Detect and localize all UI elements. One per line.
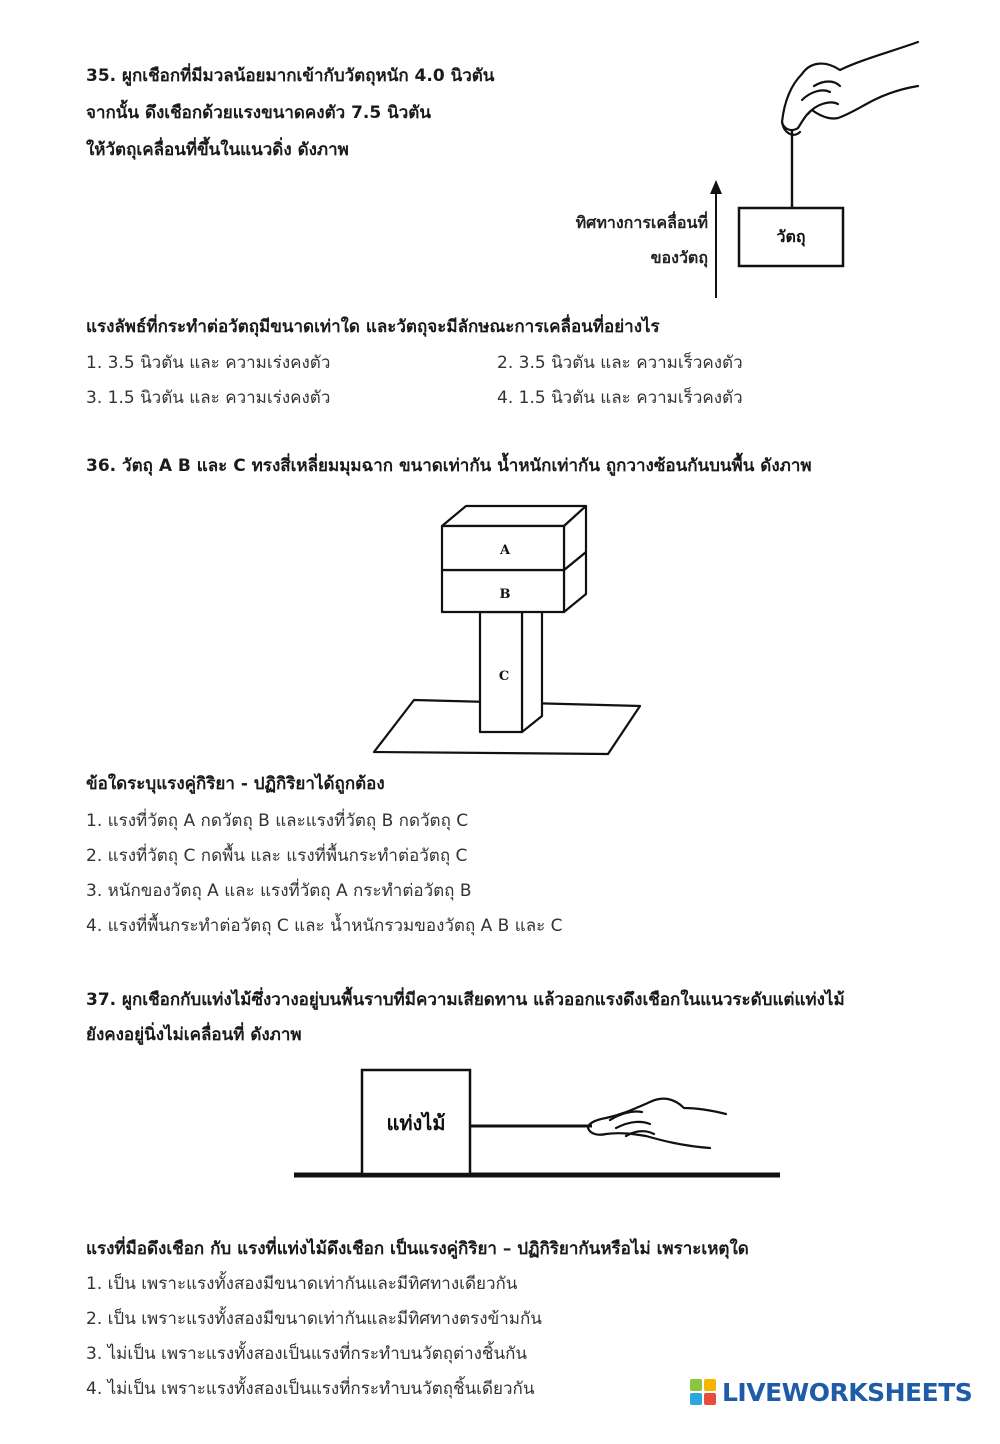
q36-diagram xyxy=(370,500,650,760)
motion-arrow-head xyxy=(710,180,722,194)
q36-option-3[interactable]: 3. หนักของวัตถุ A และ แรงที่วัตถุ A กระทำต่อวัตถุ B xyxy=(86,881,472,901)
q36-option-1[interactable]: 1. แรงที่วัตถุ A กดวัตถุ B และแรงที่วัตถุ B กดวัตถุ C xyxy=(86,811,469,831)
q35-option-1[interactable]: 1. 3.5 นิวตัน และ ความเร่งคงตัว xyxy=(86,353,331,373)
q37-option-4[interactable]: 4. ไม่เป็น เพราะแรงทั้งสองเป็นแรงที่กระทำบนวัตถุชิ้นเดียวกัน xyxy=(86,1379,535,1399)
liveworksheets-logo[interactable] xyxy=(690,1374,990,1410)
q36-line-1: 36. วัตถุ A B และ C ทรงสี่เหลี่ยมมุมฉาก ขนาดเท่ากัน น้ำหนักเท่ากัน ถูกวางซ้อนกันบนพื้น ดังภาพ xyxy=(86,456,812,476)
q37-option-2[interactable]: 2. เป็น เพราะแรงทั้งสองมีขนาดเท่ากันและมีทิศทางตรงข้ามกัน xyxy=(86,1309,542,1329)
logo-square-4 xyxy=(704,1393,716,1405)
q37-diagram xyxy=(290,1062,790,1192)
q35-line-2: จากนั้น ดึงเชือกด้วยแรงขนาดคงตัว 7.5 นิวตัน xyxy=(86,103,431,123)
direction-label-1: ทิศทางการเคลื่อนที่ xyxy=(575,213,708,232)
direction-label-2: ของวัตถุ xyxy=(650,248,708,267)
block-c-side xyxy=(522,596,542,732)
block-c-label: C xyxy=(498,669,510,684)
q37-line-2: ยังคงอยู่นิ่งไม่เคลื่อนที่ ดังภาพ xyxy=(86,1025,302,1045)
q35-diagram xyxy=(540,30,940,310)
q37-prompt: แรงที่มือดึงเชือก กับ แรงที่แท่งไม้ดึงเชือก เป็นแรงคู่กิริยา – ปฏิกิริยากันหรือไม่ เพราะเหตุใด xyxy=(86,1239,749,1259)
block-a-label: A xyxy=(499,543,511,558)
q36-prompt: ข้อใดระบุแรงคู่กิริยา - ปฏิกิริยาได้ถูกต้อง xyxy=(86,774,385,794)
block-a-top xyxy=(442,506,586,526)
logo-text: LIVEWORKSHEETS xyxy=(722,1377,973,1407)
q36-option-2[interactable]: 2. แรงที่วัตถุ C กดพื้น และ แรงที่พื้นกระทำต่อวัตถุ C xyxy=(86,846,468,866)
logo-square-1 xyxy=(690,1379,702,1391)
logo-mark-icon xyxy=(690,1379,716,1405)
hand-icon xyxy=(782,42,918,135)
hand-icon xyxy=(588,1099,726,1148)
q37-line-1: 37. ผูกเชือกกับแท่งไม้ซึ่งวางอยู่บนพื้นราบที่มีความเสียดทาน แล้วออกแรงดึงเชือกในแนวระดับแต่แท่งไม้ xyxy=(86,990,845,1010)
q35-option-3[interactable]: 3. 1.5 นิวตัน และ ความเร่งคงตัว xyxy=(86,388,331,408)
block-b-label: B xyxy=(499,587,511,602)
q35-line-1: 35. ผูกเชือกที่มีมวลน้อยมากเข้ากับวัตถุหนัก 4.0 นิวตัน xyxy=(86,66,495,86)
wood-block-label: แท่งไม้ xyxy=(386,1111,446,1135)
logo-square-3 xyxy=(690,1393,702,1405)
q35-option-2[interactable]: 2. 3.5 นิวตัน และ ความเร็วคงตัว xyxy=(497,353,743,373)
object-box-label: วัตถุ xyxy=(776,227,806,246)
q35-option-4[interactable]: 4. 1.5 นิวตัน และ ความเร็วคงตัว xyxy=(497,388,743,408)
q37-option-1[interactable]: 1. เป็น เพราะแรงทั้งสองมีขนาดเท่ากันและมีทิศทางเดียวกัน xyxy=(86,1274,518,1294)
q37-option-3[interactable]: 3. ไม่เป็น เพราะแรงทั้งสองเป็นแรงที่กระทำบนวัตถุต่างชิ้นกัน xyxy=(86,1344,527,1364)
logo-square-2 xyxy=(704,1379,716,1391)
q35-line-3: ให้วัตถุเคลื่อนที่ขึ้นในแนวดิ่ง ดังภาพ xyxy=(86,140,349,160)
q35-prompt: แรงลัพธ์ที่กระทำต่อวัตถุมีขนาดเท่าใด และวัตถุจะมีลักษณะการเคลื่อนที่อย่างไร xyxy=(86,317,660,337)
q36-option-4[interactable]: 4. แรงที่พื้นกระทำต่อวัตถุ C และ น้ำหนักรวมของวัตถุ A B และ C xyxy=(86,916,563,936)
